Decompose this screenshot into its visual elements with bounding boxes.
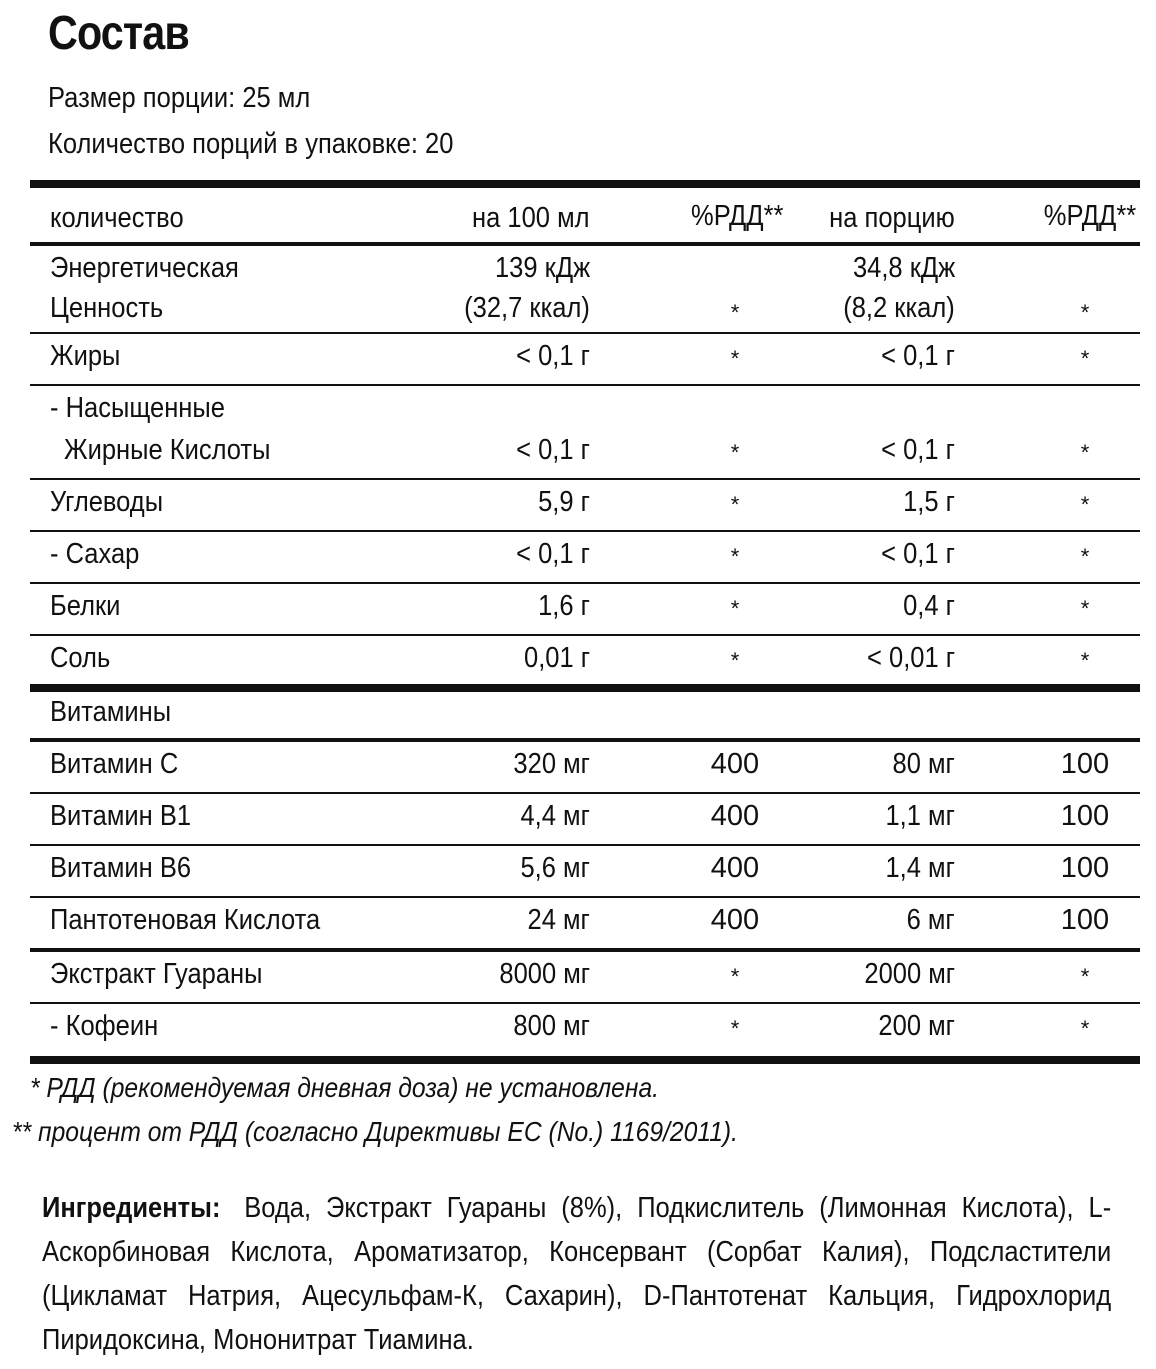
row-per100: 5,6 мг: [520, 852, 590, 884]
row-name: Белки: [50, 590, 121, 622]
row-per100: 1,6 г: [538, 590, 590, 622]
row-name: - Насыщенные: [50, 392, 225, 424]
row-per-serving: 1,5 г: [903, 486, 955, 518]
row-name: Энергетическая: [50, 252, 239, 284]
row-rdd2: *: [1080, 440, 1090, 465]
table-top-rule: [30, 180, 1140, 188]
row-per-serving: < 0,1 г: [881, 538, 955, 570]
row-rdd2: *: [1080, 300, 1090, 325]
header-rdd2: %РДД**: [1043, 200, 1137, 232]
row-per100: 8000 мг: [499, 958, 590, 990]
row-per-serving: 1,1 мг: [885, 800, 955, 832]
table-row: [30, 1004, 1140, 1056]
row-per100: 24 мг: [527, 904, 590, 936]
table-section-row: [30, 692, 1140, 738]
table-row: [30, 952, 1140, 1002]
servings-count: Количество порций в упаковке: 20: [48, 128, 454, 160]
row-name: Ценность: [50, 292, 164, 324]
row-rdd1: *: [730, 300, 740, 325]
row-per100: < 0,1 г: [516, 340, 590, 372]
row-name: Витамин С: [50, 748, 179, 780]
row-rdd1: *: [730, 1016, 740, 1041]
table-row: [30, 846, 1140, 896]
row-rdd2: *: [1080, 346, 1090, 371]
table-row: [30, 334, 1140, 384]
row-name: Витамин В1: [50, 800, 192, 832]
row-rdd2: *: [1080, 544, 1090, 569]
table-row: [30, 794, 1140, 844]
row-rdd1: *: [730, 544, 740, 569]
table-row: [30, 386, 1140, 478]
ingredients-text: Вода, Экстракт Гуараны (8%), Подкислитель (Лимонная Кислота), L-Аскорбиновая Кислота, Ароматизатор, Консервант (Сорбат Калия), Подсластители (Цикламат Натрия, Ацесульфам-К, Сахарин), D-Пантотенат Кальция, Гидрохлорид Пиридоксина, Мононитрат Тиамина.: [42, 1192, 1112, 1356]
table-row: [30, 898, 1140, 948]
nutrition-table: [30, 180, 1140, 1064]
header-per100: на 100 мл: [472, 202, 590, 234]
row-per100: < 0,1 г: [516, 538, 590, 570]
row-per-serving: 200 мг: [878, 1010, 955, 1042]
header-per-serving: на порцию: [829, 202, 955, 234]
table-row: [30, 480, 1140, 530]
ingredients: [42, 1186, 1111, 1362]
row-name: Экстракт Гуараны: [50, 958, 263, 990]
row-rdd1: *: [730, 964, 740, 989]
row-per-serving: 6 мг: [906, 904, 955, 936]
table-row: [30, 584, 1140, 634]
row-rdd1: *: [730, 596, 740, 621]
row-rdd1: *: [730, 346, 740, 371]
table-row: [30, 742, 1140, 792]
row-per-serving: 0,4 г: [903, 590, 955, 622]
row-per-serving: 1,4 мг: [885, 852, 955, 884]
row-name: Жирные Кислоты: [64, 434, 271, 466]
table-row: [30, 246, 1140, 332]
row-rdd2: 100: [1060, 800, 1110, 832]
row-per-serving: 80 мг: [892, 748, 955, 780]
page-title: Состав: [48, 7, 189, 60]
table-row: [30, 532, 1140, 582]
row-rdd1: 400: [710, 904, 760, 936]
row-rdd1: 400: [710, 748, 760, 780]
row-per100: 4,4 мг: [520, 800, 590, 832]
row-rdd2: 100: [1060, 904, 1110, 936]
row-per100: 139 кДж: [494, 252, 590, 284]
row-name: - Сахар: [50, 538, 140, 570]
row-per100: 0,01 г: [523, 642, 590, 674]
footnote-rdd: * РДД (рекомендуемая дневная доза) не установлена.: [30, 1072, 659, 1103]
row-per-serving: (8,2 ккал): [843, 292, 955, 324]
row-rdd2: 100: [1060, 852, 1110, 884]
row-name: Углеводы: [50, 486, 164, 518]
row-name: Пантотеновая Кислота: [50, 904, 321, 936]
row-per-serving: 34,8 кДж: [852, 252, 955, 284]
row-rdd1: 400: [710, 852, 760, 884]
serving-size: Размер порции: 25 мл: [48, 82, 311, 114]
row-rdd2: *: [1080, 964, 1090, 989]
section-vitamins: Витамины: [50, 696, 172, 728]
row-rdd2: *: [1080, 492, 1090, 517]
row-per100: 800 мг: [513, 1010, 590, 1042]
row-per100: < 0,1 г: [516, 434, 590, 466]
row-per-serving: 2000 мг: [864, 958, 955, 990]
row-rdd1: *: [730, 492, 740, 517]
row-per-serving: < 0,1 г: [881, 340, 955, 372]
ingredients-label: Ингредиенты:: [42, 1192, 221, 1224]
table-row: [30, 636, 1140, 684]
header-name: количество: [50, 202, 184, 234]
row-rdd2: *: [1080, 648, 1090, 673]
row-name: Витамин В6: [50, 852, 192, 884]
row-rdd2: *: [1080, 596, 1090, 621]
row-name: - Кофеин: [50, 1010, 159, 1042]
row-rdd1: 400: [710, 800, 760, 832]
row-rdd2: *: [1080, 1016, 1090, 1041]
row-rdd1: *: [730, 648, 740, 673]
row-per-serving: < 0,1 г: [881, 434, 955, 466]
row-per100: (32,7 ккал): [464, 292, 590, 324]
row-name: Жиры: [50, 340, 121, 372]
row-rdd2: 100: [1060, 748, 1110, 780]
row-name: Соль: [50, 642, 111, 674]
table-header-row: [30, 188, 1140, 242]
row-rdd1: *: [730, 440, 740, 465]
footnote-percent: ** процент от РДД (согласно Директивы ЕС (No.) 1169/2011).: [12, 1116, 738, 1147]
table-bottom-rule: [30, 1056, 1140, 1064]
row-per100: 320 мг: [513, 748, 590, 780]
row-per100: 5,9 г: [538, 486, 590, 518]
header-rdd1: %РДД**: [691, 200, 784, 232]
row-per-serving: < 0,01 г: [866, 642, 955, 674]
